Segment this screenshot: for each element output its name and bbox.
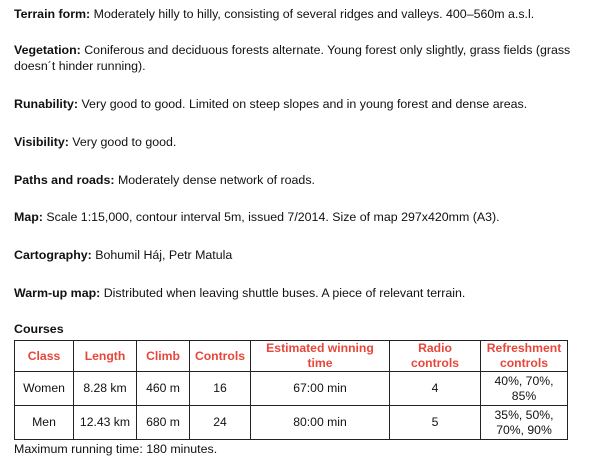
header-controls: Controls bbox=[190, 341, 251, 372]
cartography-text: Bohumil Háj, Petr Matula bbox=[91, 248, 233, 262]
courses-header-row bbox=[15, 341, 568, 372]
cell-controls: 24 bbox=[190, 406, 251, 440]
runability-paragraph bbox=[14, 96, 527, 112]
courses-title: Courses bbox=[14, 322, 64, 336]
cell-refreshment-controls: 35%, 50%, 70%, 90% bbox=[481, 406, 568, 440]
header-length: Length bbox=[74, 341, 137, 372]
warmup-map-paragraph bbox=[14, 285, 465, 301]
header-climb: Climb bbox=[137, 341, 190, 372]
terrain-form-paragraph bbox=[14, 6, 534, 22]
visibility-label: Visibility: bbox=[14, 135, 69, 149]
max-running-time-note: Maximum running time: 180 minutes. bbox=[14, 442, 218, 456]
cell-winning-time: 80:00 min bbox=[251, 406, 390, 440]
header-estimated-winning-time: Estimated winning time bbox=[251, 341, 390, 372]
paths-roads-paragraph bbox=[14, 172, 315, 188]
cell-class: Men bbox=[15, 406, 74, 440]
cartography-label: Cartography: bbox=[14, 248, 92, 262]
cell-climb: 680 m bbox=[137, 406, 190, 440]
cell-class: Women bbox=[15, 372, 74, 406]
runability-text: Very good to good. Limited on steep slopes and in young forest and dense areas. bbox=[78, 97, 528, 111]
header-refreshment-controls: Refreshment controls bbox=[481, 341, 568, 372]
cell-length: 8.28 km bbox=[74, 372, 137, 406]
terrain-form-label: Terrain form: bbox=[14, 7, 91, 21]
cell-controls: 16 bbox=[190, 372, 251, 406]
warmup-map-text: Distributed when leaving shuttle buses. A piece of relevant terrain. bbox=[100, 286, 466, 300]
vegetation-label: Vegetation: bbox=[14, 43, 81, 57]
vegetation-paragraph bbox=[14, 42, 574, 74]
cell-length: 12.43 km bbox=[74, 406, 137, 440]
map-label: Map: bbox=[14, 210, 43, 224]
map-paragraph bbox=[14, 209, 500, 225]
visibility-paragraph bbox=[14, 134, 176, 150]
cell-refreshment-controls: 40%, 70%, 85% bbox=[481, 372, 568, 406]
vegetation-text: Coniferous and deciduous forests alternate. Young forest only slightly, grass fields (grass doesn´t hinder running). bbox=[14, 43, 571, 73]
map-text: Scale 1:15,000, contour interval 5m, issued 7/2014. Size of map 297x420mm (A3). bbox=[42, 210, 500, 224]
cartography-paragraph bbox=[14, 247, 232, 263]
cell-radio-controls: 4 bbox=[390, 372, 481, 406]
cell-climb: 460 m bbox=[137, 372, 190, 406]
header-radio-controls: Radio controls bbox=[390, 341, 481, 372]
visibility-text: Very good to good. bbox=[68, 135, 177, 149]
terrain-form-text: Moderately hilly to hilly, consisting of several ridges and valleys. 400–560m a.s.l. bbox=[90, 7, 535, 21]
runability-label: Runability: bbox=[14, 97, 79, 111]
cell-radio-controls: 5 bbox=[390, 406, 481, 440]
courses-table bbox=[14, 340, 568, 440]
table-row bbox=[15, 372, 568, 406]
warmup-map-label: Warm-up map: bbox=[14, 286, 101, 300]
cell-winning-time: 67:00 min bbox=[251, 372, 390, 406]
header-class: Class bbox=[15, 341, 74, 372]
table-row bbox=[15, 406, 568, 440]
paths-roads-text: Moderately dense network of roads. bbox=[114, 173, 315, 187]
paths-roads-label: Paths and roads: bbox=[14, 173, 115, 187]
